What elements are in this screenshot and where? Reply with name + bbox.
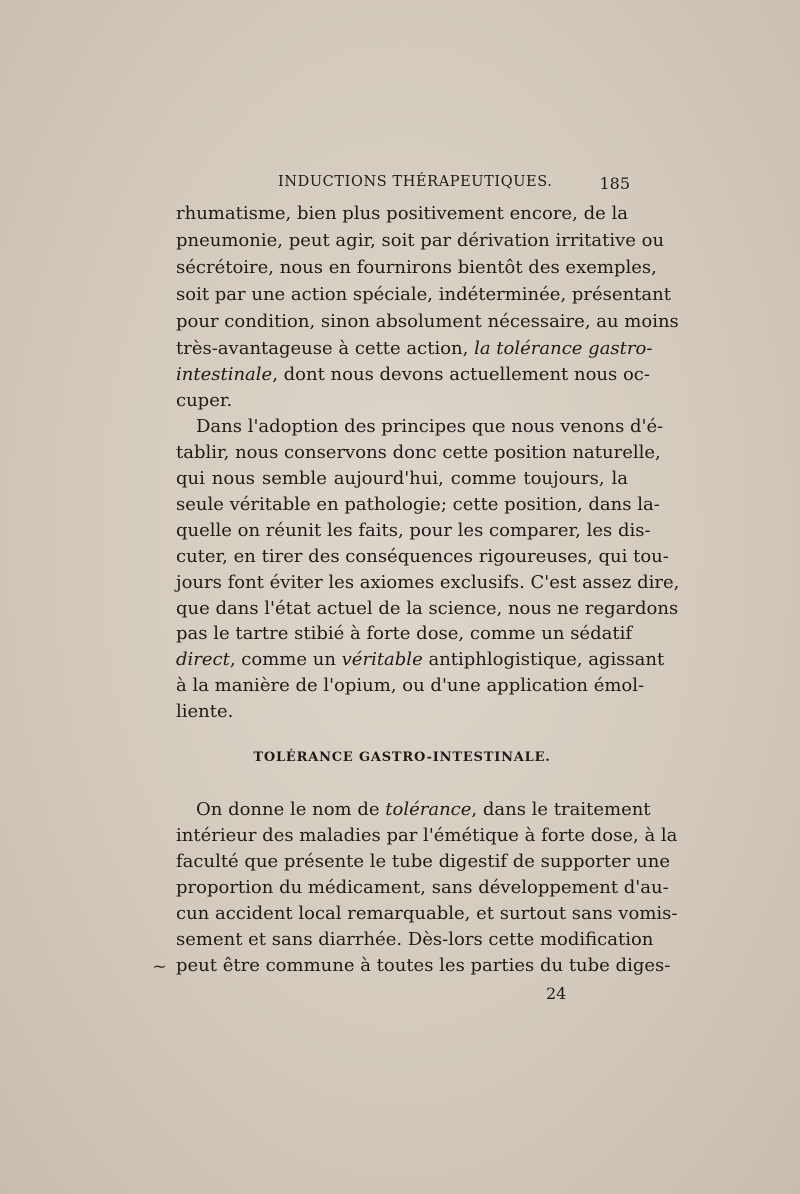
text-line: quelle on réunit les faits, pour les comparer, les dis-	[176, 520, 651, 541]
text-line: sement et sans diarrhée. Dès-lors cette modification	[176, 929, 654, 950]
text-line: faculté que présente le tube digestif de supporter une	[176, 851, 670, 872]
text-line: On donne le nom de tolérance, dans le traitement	[196, 799, 651, 820]
text-line: liente.	[176, 701, 234, 722]
running-title: INDUCTIONS THÉRAPEUTIQUES.	[278, 174, 553, 190]
text-line: rhumatisme, bien plus positivement encore, de la	[176, 203, 628, 224]
page-number: 185	[599, 174, 630, 193]
text-line: seule véritable en pathologie; cette position, dans la-	[176, 494, 660, 515]
text-line: à la manière de l'opium, ou d'une application émol-	[176, 675, 645, 696]
text-line: intestinale, dont nous devons actuellement nous oc-	[176, 364, 650, 385]
text-line: sécrétoire, nous en fournirons bientôt des exemples,	[176, 257, 657, 278]
text-line: direct, comme un véritable antiphlogistique, agissant	[176, 649, 665, 670]
text-line: que dans l'état actuel de la science, nous ne regardons	[176, 598, 679, 619]
text-line: pas le tartre stibié à forte dose, comme un sédatif	[176, 623, 632, 644]
text-line: jours font éviter les axiomes exclusifs. C'est assez dire,	[176, 572, 680, 593]
text-line: cuter, en tirer des conséquences rigoureuses, qui tou-	[176, 546, 669, 567]
text-line: cun accident local remarquable, et surtout sans vomis-	[176, 903, 678, 924]
text-line: peut être commune à toutes les parties du tube diges-	[176, 955, 671, 976]
text-line: tablir, nous conservons donc cette position naturelle,	[176, 442, 661, 463]
page-header	[176, 174, 630, 196]
signature-mark: 24	[546, 984, 567, 1003]
text-line: intérieur des maladies par l'émétique à forte dose, à la	[176, 825, 678, 846]
margin-mark: ~	[152, 956, 168, 977]
text-line: Dans l'adoption des principes que nous venons d'é-	[196, 416, 664, 437]
text-line: très-avantageuse à cette action, la tolérance gastro-	[176, 338, 653, 359]
text-line: qui nous semble aujourd'hui, comme toujours, la	[176, 468, 628, 489]
text-line: pour condition, sinon absolument nécessaire, au moins	[176, 311, 679, 332]
text-line: cuper.	[176, 390, 233, 411]
text-line: soit par une action spéciale, indéterminée, présentant	[176, 284, 671, 305]
text-line: proportion du médicament, sans développement d'au-	[176, 877, 669, 898]
text-line: pneumonie, peut agir, soit par dérivation irritative ou	[176, 230, 665, 251]
section-heading: TOLÉRANCE GASTRO-INTESTINALE.	[253, 750, 551, 765]
